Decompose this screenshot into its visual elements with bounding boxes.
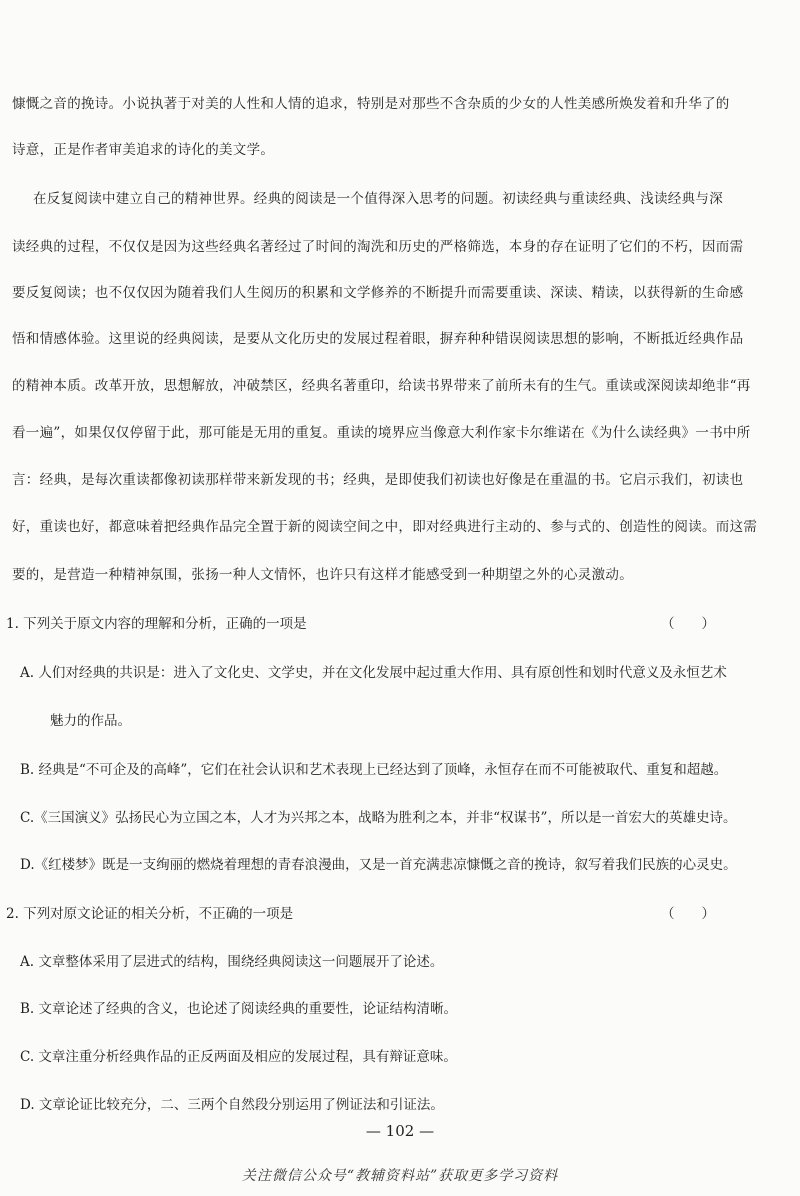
option-c: C. 文章注重分析经典作品的正反两面及相应的发展过程，具有辩证意味。 bbox=[20, 1049, 457, 1065]
passage-line: 慷慨之音的挽诗。小说执著于对美的人性和人情的追求，特别是对那些不含杂质的少女的人性美感所焕发着和升华了的 bbox=[12, 96, 730, 112]
option-c: C.《三国演义》弘扬民心为立国之本，人才为兴邦之本，战略为胜利之本，并非“权谋书”，所以是一首宏大的英雄史诗。 bbox=[20, 810, 737, 826]
option-a: A. 文章整体采用了层进式的结构，围绕经典阅读这一问题展开了论述。 bbox=[20, 954, 444, 970]
passage-line: 要反复阅读；也不仅仅因为随着我们人生阅历的积累和文学修养的不断提升而需要重读、深读、精读，以获得新的生命感 bbox=[12, 285, 744, 301]
question-stem: 1. 下列关于原文内容的理解和分析，正确的一项是 bbox=[6, 616, 307, 632]
page-number: — 102 — bbox=[365, 1122, 435, 1140]
option-d: D.《红楼梦》既是一支绚丽的燃烧着理想的青春浪漫曲，又是一首充满悲凉慷慨之音的挽诗，叙写着我们民族的心灵史。 bbox=[20, 857, 737, 873]
passage-line: 悟和情感体验。这里说的经典阅读，是要从文化历史的发展过程着眼，摒弃种种错误阅读思想的影响，不断抵近经典作品 bbox=[12, 331, 744, 347]
passage-line: 诗意，正是作者审美追求的诗化的美文学。 bbox=[12, 142, 275, 158]
option-d: D. 文章论证比较充分，二、三两个自然段分别运用了例证法和引证法。 bbox=[20, 1097, 444, 1113]
passage-line: 好，重读也好，都意味着把经典作品完全置于新的阅读空间之中，即对经典进行主动的、参与式的、创造性的阅读。而这需 bbox=[12, 519, 758, 535]
footer-watermark: 关注微信公众号“教辅资料站”获取更多学习资料 bbox=[241, 1168, 559, 1184]
option-b: B. 经典是“不可企及的高峰”，它们在社会认识和艺术表现上已经达到了顶峰，永恒存在而不可能被取代、重复和超越。 bbox=[20, 762, 728, 778]
passage-line: 言：经典，是每次重读都像初读那样带来新发现的书；经典，是即使我们初读也好像是在重温的书。它启示我们，初读也 bbox=[12, 472, 744, 488]
question-stem: 2. 下列对原文论证的相关分析，不正确的一项是 bbox=[6, 906, 294, 922]
answer-bracket: （ ） bbox=[661, 906, 715, 922]
passage-line: 读经典的过程，不仅仅是因为这些经典名著经过了时间的淘洗和历史的严格筛选，本身的存在证明了它们的不朽，因而需 bbox=[12, 239, 744, 255]
option-a: A. 人们对经典的共识是：进入了文化史、文学史，并在文化发展中起过重大作用、具有原创性和划时代意义及永恒艺术 bbox=[20, 665, 727, 681]
passage-line: 看一遍”，如果仅仅停留于此，那可能是无用的重复。重读的境界应当像意大利作家卡尔维诺在《为什么读经典》一书中所 bbox=[12, 425, 751, 441]
passage-line: 要的，是营造一种精神氛围，张扬一种人文情怀，也许只有这样才能感受到一种期望之外的心灵激动。 bbox=[12, 567, 633, 583]
option-b: B. 文章论述了经典的含义，也论述了阅读经典的重要性，论证结构清晰。 bbox=[20, 1001, 458, 1017]
option-a-continued: 魅力的作品。 bbox=[50, 713, 131, 729]
passage-line: 在反复阅读中建立自己的精神世界。经典的阅读是一个值得深入思考的问题。初读经典与重读经典、浅读经典与深 bbox=[33, 191, 723, 207]
answer-bracket: （ ） bbox=[661, 616, 715, 632]
passage-line: 的精神本质。改革开放，思想解放，冲破禁区，经典名著重印，给读书界带来了前所未有的生气。重读或深阅读却绝非“再 bbox=[12, 378, 751, 394]
